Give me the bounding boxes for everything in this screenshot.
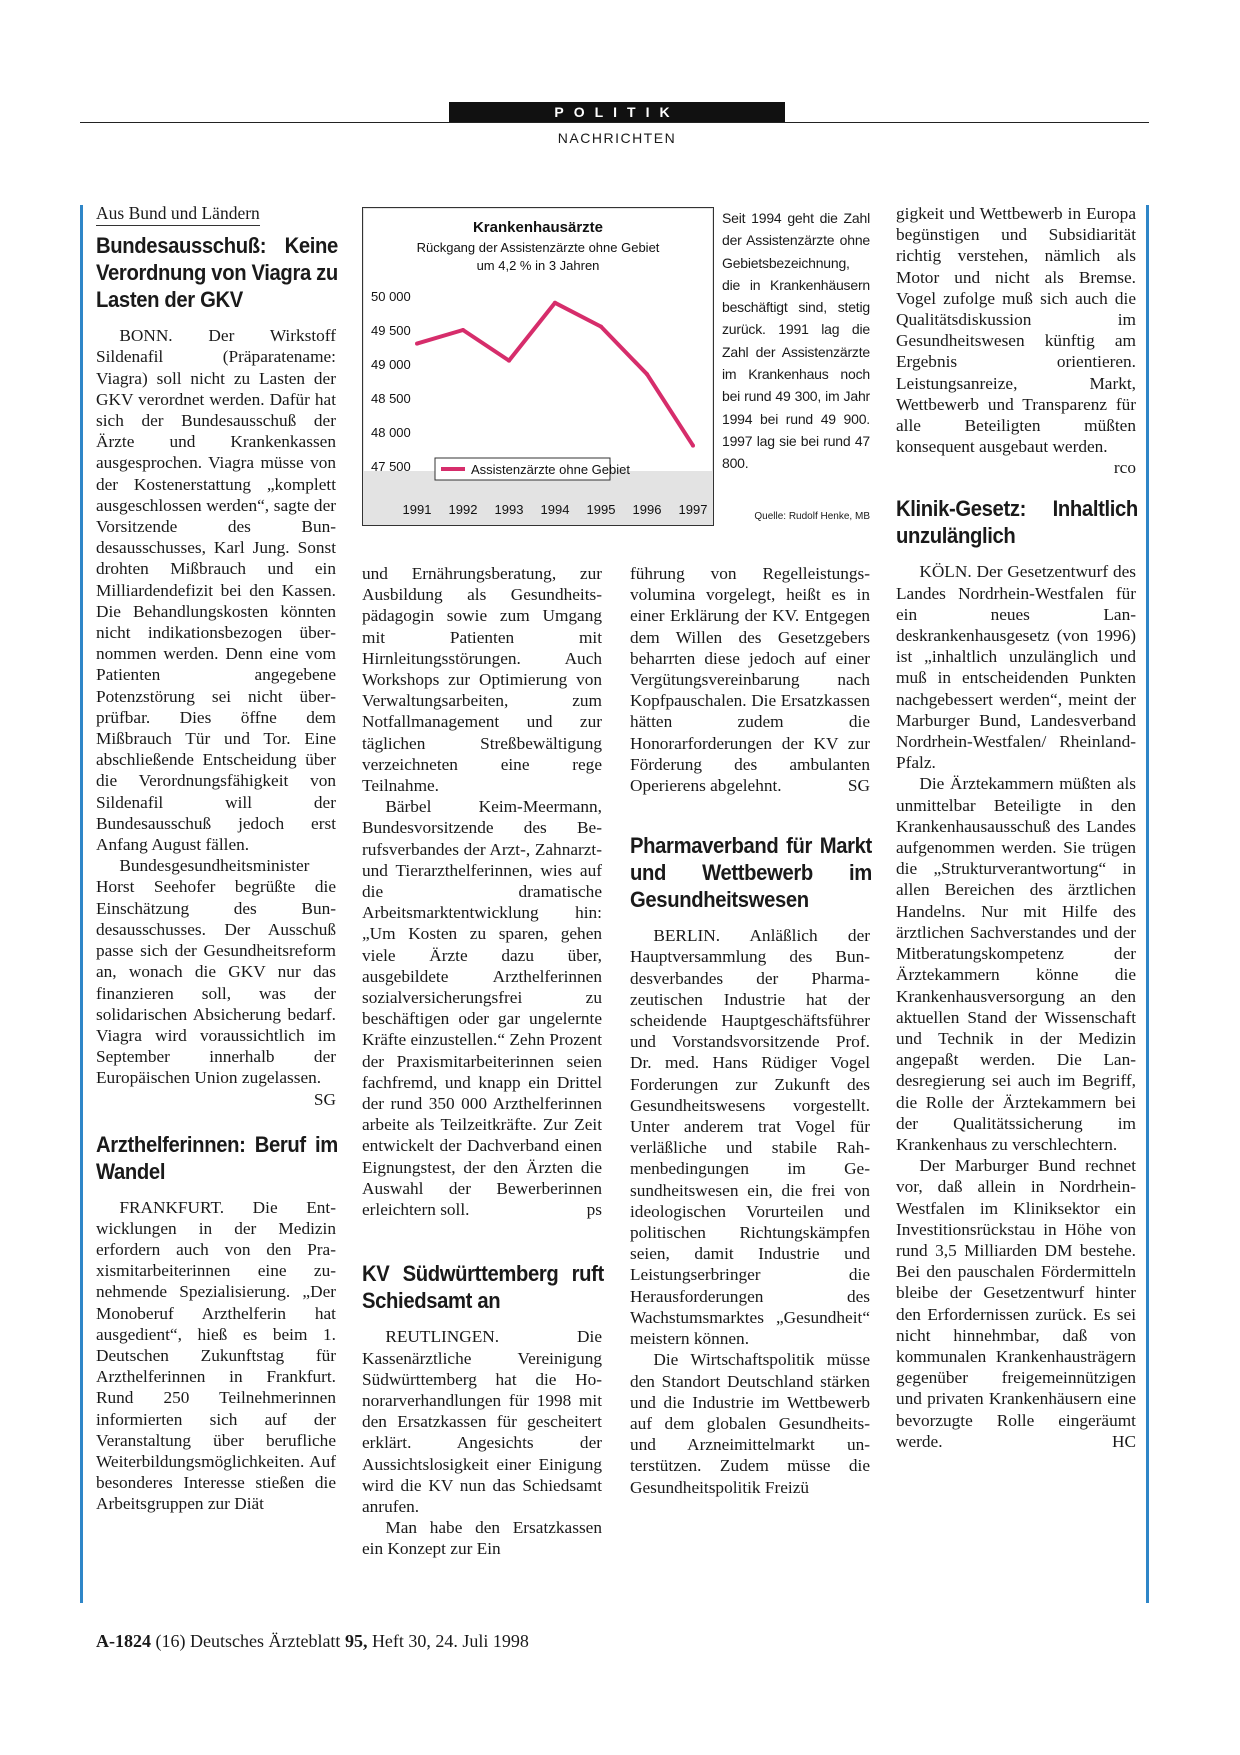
x-tick-label: 1996 bbox=[632, 502, 662, 517]
chart-subtitle: um 4,2 % in 3 Jahren bbox=[476, 258, 600, 273]
author-signature: rco bbox=[1113, 458, 1136, 478]
headline-kv: KV Südwürttemberg ruft Schiedsamt an bbox=[362, 1261, 604, 1314]
data-point bbox=[415, 342, 419, 346]
right-margin-rule bbox=[1146, 205, 1149, 1603]
issue-label: (16) Deutsches Ärzteblatt bbox=[155, 1631, 341, 1651]
column-4 bbox=[896, 203, 1136, 1452]
author-signature: ps bbox=[586, 1200, 602, 1220]
column-1 bbox=[96, 203, 336, 1515]
data-point bbox=[507, 359, 511, 363]
data-point bbox=[461, 328, 465, 332]
section-label: POLITIK bbox=[449, 102, 785, 122]
x-tick-label: 1991 bbox=[402, 502, 432, 517]
article-kv-paragraph: REUTLINGEN. Die Kassenärztliche Vereinigung Südwürttemberg hat die Honorarverhandlungen für 1998 mit den Ersatzkassen für gescheitert erklärt. Angesichts der Aussichtslosigkeit einer Einigung wird die KV nun das Schiedsamt anrufen. bbox=[362, 1327, 602, 1516]
article-pharma-paragraph: gigkeit und Wettbewerb in Europa begünstigen und Subsidiarität richtig verstehen, nämlich als Motor und nicht als Bremse. Vogel zufolge muß sich auch die Qualitätsdiskussion im Gesundheitswesen künftig am Ergebnis orientieren. Leistungsanreize, Markt, Wettbewerb und Transparenz für alle Beteiligten müßten konsequent ausgebaut werden. rco bbox=[896, 204, 1136, 478]
article-pharma-paragraph: BERLIN. Anläßlich der Hauptversammlung des Bundesverbandes der Pharmazeutischen Industrie hat der scheidende Hauptgeschäftsführer und Vorstandsvorsitzende Prof. Dr. med. Hans Rüdiger Vogel Forderungen zur Zukunft des Gesundheitswesens vorgestellt. Unter anderem trat Vogel für verläßliche und stabile Rahmenbedingungen im Gesundheitswesen ein, die frei von ideologischen Vorurteilen und politischen Richtungskämpfen seien, damit Industrie und Leistungserbringer die Herausforderungen des Wachstumsmarktes „Gesundheit“ meistern können. bbox=[630, 926, 870, 1349]
column-2 bbox=[362, 563, 602, 1560]
x-tick-label: 1997 bbox=[678, 502, 708, 517]
issue-date: Heft 30, 24. Juli 1998 bbox=[371, 1631, 529, 1651]
chart-subtitle: Rückgang der Assistenzärzte ohne Gebiet bbox=[416, 240, 660, 255]
author-signature: SG bbox=[847, 776, 870, 796]
volume-number: 95, bbox=[344, 1631, 368, 1651]
article-kv-paragraph: Man habe den Ersatzkassen ein Konzept zur Ein bbox=[362, 1518, 602, 1559]
data-point bbox=[691, 444, 695, 448]
legend-label: Assistenzärzte ohne Gebiet bbox=[471, 462, 630, 477]
author-signature: HC bbox=[1111, 1431, 1136, 1451]
x-tick-label: 1993 bbox=[494, 502, 524, 517]
headline-pharma: Pharmaverband für Markt und Wettbewerb im Gesundheitswesen bbox=[630, 833, 872, 913]
page-number: A-1824 bbox=[96, 1631, 151, 1651]
article-viagra-paragraph: Bundesgesundheitsminister Horst Seehofer begrüßte die Einschätzung des Bundesausschusses. Der Ausschuß passe sich der Gesundheitsreform an, wonach die GKV nur das finanzieren soll, was der solidarischen Absicherung bedarf. Viagra wird voraussichtlich im September innerhalb der Europäischen Union zugelassen. SG bbox=[96, 856, 336, 1109]
chart-legend bbox=[435, 458, 630, 480]
chart-caption: Seit 1994 geht die Zahl der Assistenzärzte ohne Gebietsbezeichnung, die in Krankenhäusern beschäftigt sind, stetig zurück. 1991 lag die Zahl der Assistenzärzte im Krankenhaus noch bei rund 49 300, im Jahr 1994 bei rund 49 900. 1997 lag sie bei rund 47 800. bbox=[722, 210, 870, 472]
article-pharma-paragraph: Die Wirtschaftspolitik müsse den Standort Deutschland stärken und die Industrie im Wettbewerb auf dem globalen Gesundheits- und Arzneimittelmarkt unterstützen. Zudem müsse die Gesundheitspolitik Freizü bbox=[630, 1350, 870, 1497]
y-tick-label: 47 500 bbox=[371, 459, 411, 474]
y-tick-label: 48 000 bbox=[371, 425, 411, 440]
article-klinik-paragraph: Die Ärztekammern müßten als unmittelbar Beteiligte in den Krankenhausausschuß des Landes aufgenommen werden. Sie trügen die „Strukturverantwortung“ in allen Bereichen des ärztlichen Handelns. Nur mit Hilfe des ärztlichen Sachverstandes und der Mitberatungskompetenz der Ärztekammern könne die Krankenhausversorgung an den aktuellen Stand der Wissenschaft und Technik in der Medizin angepaßt werden. Die Landesregierung sei auch im Begriff, die Rolle der Ärztekammern bei der Qualitätssicherung im Krankenhaus zu verschlechtern. bbox=[896, 774, 1136, 1154]
chart-krankenhausaerzte bbox=[362, 207, 714, 526]
article-klinik-paragraph: KÖLN. Der Gesetzentwurf des Landes Nordrhein-Westfalen für ein neues Landeskrankenhausgesetz (von 1996) ist „inhaltlich unzulänglich und muß in entscheidenden Punkten nachgebessert werden“, meint der Marburger Bund, Landesverband Nordrhein-Westfalen/ Rheinland-Pfalz. bbox=[896, 562, 1136, 773]
y-tick-label: 50 000 bbox=[371, 289, 411, 304]
article-arzthelfer-paragraph: Bärbel Keim-Meermann, Bundesvorsitzende des Berufsverbandes der Arzt-, Zahnarzt- und Tierarzthelferinnen, wies auf die dramatische Arbeitsmarktentwicklung hin: „Um Kosten zu sparen, gehen viele Ärzte dazu über, ausgebildete Arzthelferinnen sozialversicherungsfrei zu beschäftigen oder gar ungelernte Kräfte einzustellen.“ Zehn Prozent der Praxismitarbeiterinnen seien fachfremd, und knapp ein Drittel der rund 350 000 Arzthelferinnen arbeite als Teilzeitkräfte. Zur Zeit entwickelt der Dachverband einen Eignungstest, der den Ärzten die Auswahl der Bewerberinnen erleichtern soll. ps bbox=[362, 797, 602, 1220]
data-point bbox=[599, 325, 603, 329]
data-point bbox=[645, 372, 649, 376]
subsection-label: NACHRICHTEN bbox=[557, 130, 677, 146]
column-3 bbox=[630, 563, 870, 1498]
header-rule bbox=[80, 122, 1149, 123]
headline-arzthelfer: Arzthelferinnen: Beruf im Wandel bbox=[96, 1131, 338, 1184]
left-margin-rule bbox=[80, 205, 83, 1603]
chart-title: Krankenhausärzte bbox=[472, 219, 604, 236]
y-tick-label: 48 500 bbox=[371, 391, 411, 406]
chart-source: Quelle: Rudolf Henke, MB bbox=[754, 511, 870, 522]
headline-viagra: Bundesausschuß: Keine Verordnung von Viagra zu Lasten der GKV bbox=[96, 233, 338, 313]
page-footer bbox=[96, 1631, 529, 1652]
y-tick-label: 49 500 bbox=[371, 323, 411, 338]
article-kv-paragraph: führung von Regelleistungsvolumina vorgelegt, heißt es in einer Erklärung der KV. Entgegen dem Willen des Gesetzgebers beharrten diese jedoch auf einer Vergütungsvereinbarung nach Kopfpauschalen. Die Ersatzkassen hätten zudem die Honorarforderungen der KV zur Förderung des ambulanten Operierens abgelehnt. SG bbox=[630, 564, 870, 796]
headline-klinik: Klinik-Gesetz: Inhaltlich unzulänglich bbox=[896, 496, 1138, 549]
kicker: Aus Bund und Ländern bbox=[96, 203, 260, 226]
x-tick-label: 1992 bbox=[448, 502, 478, 517]
author-signature: SG bbox=[313, 1089, 336, 1109]
article-arzthelfer-paragraph: FRANKFURT. Die Entwicklungen in der Medizin erfordern auch von den Praxismitarbeiterinnen eine zunehmende Spezialisierung. „Der Monoberuf Arzthelferin hat ausgedient“, hieß es beim 1. Deutschen Zukunftstag für Arzthelferinnen in Frankfurt. Rund 250 Teilnehmerinnen informierten sich auf der Veranstaltung über berufliche Weiterbildungsmöglichkeiten. Auf besonderes Interesse stießen die Arbeitsgruppen zur Diät bbox=[96, 1197, 336, 1514]
x-tick-label: 1995 bbox=[586, 502, 616, 517]
article-arzthelfer-paragraph: und Ernährungsberatung, zur Ausbildung als Gesundheitspädagogin sowie zum Umgang mit Patienten mit Hirnleitungsstörungen. Auch Workshops zur Optimierung von Verwaltungsarbeiten, zum Notfallmanagement und zur täglichen Streßbewältigung verzeichneten eine rege Teilnahme. bbox=[362, 564, 602, 796]
data-point bbox=[553, 301, 557, 305]
y-tick-label: 49 000 bbox=[371, 357, 411, 372]
x-tick-label: 1994 bbox=[540, 502, 570, 517]
article-viagra-paragraph: BONN. Der Wirkstoff Sildenafil (Präparatename: Viagra) soll nicht zu Lasten der GKV verordnet werden. Dafür hat sich der Bundesausschuß der Ärzte und Krankenkassen ausgesprochen. Viagra müsse von der Kostenerstattung „komplett ausgeschlossen werden“, sagte der Vorsitzende des Bundesausschusses, Karl Jung. Sonst drohten Mißbrauch und ein Milliardendefizit bei den Kassen. Die Behandlungskosten könnten nicht indikationsbezogen übernommen werden. Denn eine vom Patienten angegebene Potenzstörung sei nicht überprüfbar. Dies öffne dem Mißbrauch Tür und Tor. Eine abschließende Entscheidung über die Verordnungsfähigkeit von Sildenafil will der Bundesausschuß jedoch erst Anfang August fällen. bbox=[96, 326, 336, 855]
article-klinik-paragraph: Der Marburger Bund rechnet vor, daß allein in Nordrhein-Westfalen im Kliniksektor ein Investitionsrückstau in Höhe von rund 3,5 Milliarden DM bestehe. Bei den pauschalen Fördermitteln bleibe der Gesetzentwurf hinter den Erfordernissen zurück. Es sei nicht hinnehmbar, daß von kommunalen Krankenhausträgern gegenüber freigemeinnützigen und privaten Krankenhäusern eine bevorzugte Rolle eingeräumt werde. HC bbox=[896, 1156, 1136, 1451]
